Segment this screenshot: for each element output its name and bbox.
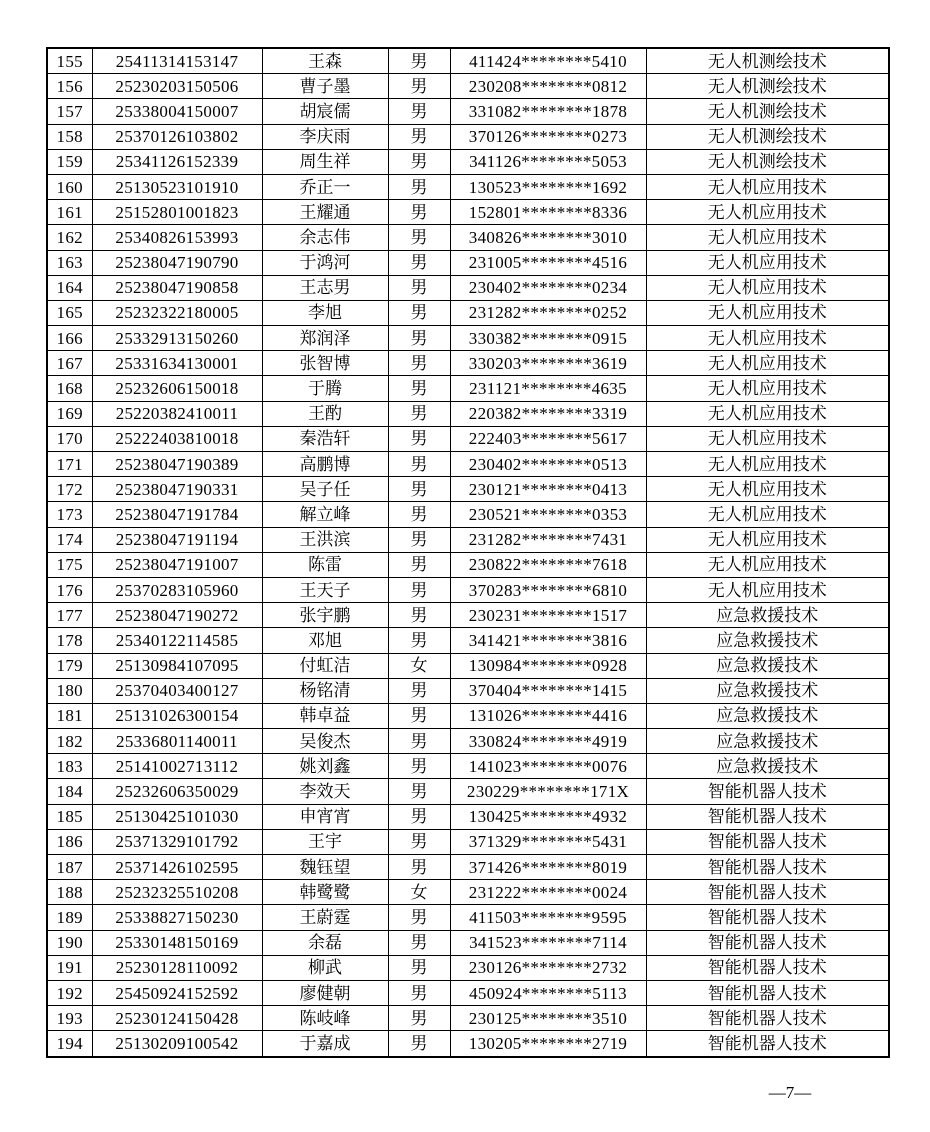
cell-major: 无人机应用技术 (646, 502, 889, 527)
cell-index: 157 (47, 99, 92, 124)
cell-registration-number: 25232322180005 (92, 300, 262, 325)
cell-registration-number: 25230124150428 (92, 1006, 262, 1031)
table-row (47, 905, 889, 930)
cell-major: 无人机应用技术 (646, 527, 889, 552)
table-row (47, 225, 889, 250)
table-row (47, 200, 889, 225)
cell-index: 190 (47, 930, 92, 955)
cell-index: 172 (47, 477, 92, 502)
cell-index: 170 (47, 426, 92, 451)
cell-registration-number: 25370283105960 (92, 577, 262, 602)
cell-registration-number: 25371426102595 (92, 855, 262, 880)
table-row (47, 99, 889, 124)
cell-major: 无人机测绘技术 (646, 99, 889, 124)
cell-registration-number: 25330148150169 (92, 930, 262, 955)
cell-registration-number: 25370126103802 (92, 124, 262, 149)
cell-major: 无人机应用技术 (646, 452, 889, 477)
cell-gender: 男 (388, 149, 450, 174)
cell-major: 智能机器人技术 (646, 855, 889, 880)
cell-gender: 男 (388, 401, 450, 426)
cell-major: 无人机测绘技术 (646, 74, 889, 99)
cell-gender: 男 (388, 502, 450, 527)
cell-registration-number: 25331634130001 (92, 351, 262, 376)
cell-index: 155 (47, 48, 92, 74)
table-row (47, 174, 889, 199)
cell-index: 173 (47, 502, 92, 527)
table-row (47, 401, 889, 426)
cell-name: 于嘉成 (262, 1031, 388, 1057)
table-row (47, 351, 889, 376)
cell-registration-number: 25131026300154 (92, 703, 262, 728)
cell-id-number-masked: 230521********0353 (450, 502, 646, 527)
table-row (47, 275, 889, 300)
cell-name: 高鹏博 (262, 452, 388, 477)
cell-id-number-masked: 341126********5053 (450, 149, 646, 174)
cell-gender: 男 (388, 1006, 450, 1031)
cell-gender: 男 (388, 855, 450, 880)
cell-gender: 男 (388, 552, 450, 577)
cell-registration-number: 25130523101910 (92, 174, 262, 199)
table-row (47, 703, 889, 728)
cell-id-number-masked: 341421********3816 (450, 628, 646, 653)
cell-index: 184 (47, 779, 92, 804)
table-row (47, 48, 889, 74)
cell-id-number-masked: 130523********1692 (450, 174, 646, 199)
cell-name: 解立峰 (262, 502, 388, 527)
cell-registration-number: 25130984107095 (92, 653, 262, 678)
cell-index: 175 (47, 552, 92, 577)
cell-id-number-masked: 231282********0252 (450, 300, 646, 325)
cell-major: 无人机测绘技术 (646, 149, 889, 174)
cell-index: 164 (47, 275, 92, 300)
cell-major: 智能机器人技术 (646, 980, 889, 1005)
cell-major: 无人机应用技术 (646, 401, 889, 426)
cell-registration-number: 25130209100542 (92, 1031, 262, 1057)
cell-major: 无人机应用技术 (646, 577, 889, 602)
cell-registration-number: 25450924152592 (92, 980, 262, 1005)
cell-registration-number: 25336801140011 (92, 729, 262, 754)
cell-index: 186 (47, 829, 92, 854)
cell-id-number-masked: 411424********5410 (450, 48, 646, 74)
cell-gender: 男 (388, 124, 450, 149)
cell-name: 王宇 (262, 829, 388, 854)
cell-name: 王志男 (262, 275, 388, 300)
cell-name: 陈雷 (262, 552, 388, 577)
cell-gender: 男 (388, 678, 450, 703)
table-row (47, 678, 889, 703)
cell-gender: 男 (388, 703, 450, 728)
cell-id-number-masked: 231222********0024 (450, 880, 646, 905)
cell-index: 166 (47, 326, 92, 351)
cell-gender: 男 (388, 829, 450, 854)
cell-name: 廖健朝 (262, 980, 388, 1005)
cell-registration-number: 25238047191007 (92, 552, 262, 577)
cell-name: 乔正一 (262, 174, 388, 199)
cell-registration-number: 25238047190331 (92, 477, 262, 502)
student-roster-body (47, 48, 889, 1057)
cell-gender: 男 (388, 527, 450, 552)
cell-major: 无人机应用技术 (646, 351, 889, 376)
cell-id-number-masked: 230121********0413 (450, 477, 646, 502)
cell-gender: 男 (388, 99, 450, 124)
cell-major: 应急救援技术 (646, 603, 889, 628)
cell-index: 165 (47, 300, 92, 325)
table-row (47, 74, 889, 99)
cell-major: 无人机应用技术 (646, 174, 889, 199)
cell-name: 王森 (262, 48, 388, 74)
cell-id-number-masked: 230126********2732 (450, 955, 646, 980)
table-row (47, 603, 889, 628)
table-row (47, 376, 889, 401)
cell-major: 应急救援技术 (646, 653, 889, 678)
cell-index: 183 (47, 754, 92, 779)
cell-major: 无人机应用技术 (646, 552, 889, 577)
cell-index: 158 (47, 124, 92, 149)
cell-name: 李庆雨 (262, 124, 388, 149)
cell-id-number-masked: 371329********5431 (450, 829, 646, 854)
cell-registration-number: 25338827150230 (92, 905, 262, 930)
student-roster-table (46, 47, 890, 1058)
cell-id-number-masked: 222403********5617 (450, 426, 646, 451)
table-row (47, 527, 889, 552)
table-row (47, 980, 889, 1005)
cell-index: 156 (47, 74, 92, 99)
cell-registration-number: 25238047191784 (92, 502, 262, 527)
cell-gender: 男 (388, 729, 450, 754)
cell-registration-number: 25371329101792 (92, 829, 262, 854)
cell-id-number-masked: 370283********6810 (450, 577, 646, 602)
table-row (47, 149, 889, 174)
table-row (47, 729, 889, 754)
cell-gender: 男 (388, 300, 450, 325)
cell-id-number-masked: 230402********0234 (450, 275, 646, 300)
cell-gender: 男 (388, 48, 450, 74)
cell-name: 秦浩轩 (262, 426, 388, 451)
table-row (47, 452, 889, 477)
cell-index: 180 (47, 678, 92, 703)
cell-name: 李效天 (262, 779, 388, 804)
cell-registration-number: 25238047190272 (92, 603, 262, 628)
cell-major: 无人机测绘技术 (646, 48, 889, 74)
cell-major: 智能机器人技术 (646, 804, 889, 829)
cell-gender: 男 (388, 174, 450, 199)
table-row (47, 1006, 889, 1031)
table-row (47, 804, 889, 829)
cell-id-number-masked: 371426********8019 (450, 855, 646, 880)
cell-major: 无人机应用技术 (646, 376, 889, 401)
table-row (47, 653, 889, 678)
table-row (47, 477, 889, 502)
cell-major: 无人机应用技术 (646, 426, 889, 451)
cell-registration-number: 25152801001823 (92, 200, 262, 225)
cell-id-number-masked: 330203********3619 (450, 351, 646, 376)
table-row (47, 502, 889, 527)
cell-gender: 男 (388, 200, 450, 225)
cell-registration-number: 25232606350029 (92, 779, 262, 804)
cell-registration-number: 25340122114585 (92, 628, 262, 653)
table-row (47, 779, 889, 804)
cell-id-number-masked: 370404********1415 (450, 678, 646, 703)
cell-major: 智能机器人技术 (646, 955, 889, 980)
cell-index: 188 (47, 880, 92, 905)
cell-name: 陈岐峰 (262, 1006, 388, 1031)
cell-registration-number: 25332913150260 (92, 326, 262, 351)
cell-id-number-masked: 230402********0513 (450, 452, 646, 477)
cell-major: 应急救援技术 (646, 628, 889, 653)
cell-index: 178 (47, 628, 92, 653)
cell-name: 曹子墨 (262, 74, 388, 99)
cell-gender: 男 (388, 955, 450, 980)
cell-gender: 男 (388, 426, 450, 451)
cell-name: 周生祥 (262, 149, 388, 174)
table-row (47, 628, 889, 653)
cell-index: 187 (47, 855, 92, 880)
cell-name: 胡宸儒 (262, 99, 388, 124)
cell-major: 智能机器人技术 (646, 1031, 889, 1057)
cell-id-number-masked: 330382********0915 (450, 326, 646, 351)
cell-name: 于腾 (262, 376, 388, 401)
cell-index: 169 (47, 401, 92, 426)
cell-id-number-masked: 411503********9595 (450, 905, 646, 930)
cell-major: 智能机器人技术 (646, 1006, 889, 1031)
cell-major: 智能机器人技术 (646, 779, 889, 804)
cell-name: 王酌 (262, 401, 388, 426)
cell-major: 智能机器人技术 (646, 905, 889, 930)
cell-id-number-masked: 230822********7618 (450, 552, 646, 577)
cell-gender: 男 (388, 452, 450, 477)
cell-id-number-masked: 230231********1517 (450, 603, 646, 628)
cell-name: 张智博 (262, 351, 388, 376)
cell-registration-number: 25230203150506 (92, 74, 262, 99)
cell-registration-number: 25222403810018 (92, 426, 262, 451)
cell-name: 邓旭 (262, 628, 388, 653)
cell-id-number-masked: 131026********4416 (450, 703, 646, 728)
cell-index: 179 (47, 653, 92, 678)
cell-index: 185 (47, 804, 92, 829)
cell-id-number-masked: 340826********3010 (450, 225, 646, 250)
cell-index: 176 (47, 577, 92, 602)
cell-gender: 男 (388, 628, 450, 653)
cell-index: 181 (47, 703, 92, 728)
cell-id-number-masked: 231121********4635 (450, 376, 646, 401)
cell-registration-number: 25230128110092 (92, 955, 262, 980)
cell-name: 申宵宵 (262, 804, 388, 829)
cell-id-number-masked: 370126********0273 (450, 124, 646, 149)
cell-registration-number: 25232325510208 (92, 880, 262, 905)
cell-id-number-masked: 220382********3319 (450, 401, 646, 426)
table-row (47, 577, 889, 602)
cell-id-number-masked: 331082********1878 (450, 99, 646, 124)
cell-index: 191 (47, 955, 92, 980)
cell-gender: 男 (388, 1031, 450, 1057)
cell-index: 194 (47, 1031, 92, 1057)
cell-id-number-masked: 130984********0928 (450, 653, 646, 678)
cell-index: 160 (47, 174, 92, 199)
cell-name: 吴子任 (262, 477, 388, 502)
cell-name: 王天子 (262, 577, 388, 602)
cell-name: 韩卓益 (262, 703, 388, 728)
cell-registration-number: 25238047191194 (92, 527, 262, 552)
cell-id-number-masked: 231005********4516 (450, 250, 646, 275)
cell-name: 张宇鹏 (262, 603, 388, 628)
table-row (47, 300, 889, 325)
cell-id-number-masked: 231282********7431 (450, 527, 646, 552)
cell-id-number-masked: 152801********8336 (450, 200, 646, 225)
cell-id-number-masked: 230229********171X (450, 779, 646, 804)
cell-index: 162 (47, 225, 92, 250)
cell-name: 李旭 (262, 300, 388, 325)
cell-registration-number: 25141002713112 (92, 754, 262, 779)
cell-gender: 男 (388, 905, 450, 930)
cell-name: 杨铭清 (262, 678, 388, 703)
cell-name: 王蔚霆 (262, 905, 388, 930)
cell-name: 余志伟 (262, 225, 388, 250)
table-row (47, 754, 889, 779)
cell-gender: 男 (388, 754, 450, 779)
cell-gender: 女 (388, 880, 450, 905)
cell-gender: 男 (388, 351, 450, 376)
cell-registration-number: 25232606150018 (92, 376, 262, 401)
table-row (47, 250, 889, 275)
cell-registration-number: 25238047190389 (92, 452, 262, 477)
cell-major: 智能机器人技术 (646, 829, 889, 854)
cell-index: 174 (47, 527, 92, 552)
table-row (47, 426, 889, 451)
cell-index: 168 (47, 376, 92, 401)
cell-gender: 男 (388, 779, 450, 804)
cell-gender: 男 (388, 930, 450, 955)
cell-registration-number: 25411314153147 (92, 48, 262, 74)
cell-id-number-masked: 141023********0076 (450, 754, 646, 779)
cell-major: 应急救援技术 (646, 678, 889, 703)
cell-name: 余磊 (262, 930, 388, 955)
cell-index: 192 (47, 980, 92, 1005)
cell-index: 189 (47, 905, 92, 930)
cell-registration-number: 25238047190790 (92, 250, 262, 275)
cell-gender: 男 (388, 326, 450, 351)
cell-major: 无人机应用技术 (646, 326, 889, 351)
page-number: —7— (768, 1083, 812, 1102)
table-row (47, 326, 889, 351)
cell-major: 智能机器人技术 (646, 930, 889, 955)
table-row (47, 1031, 889, 1057)
cell-registration-number: 25130425101030 (92, 804, 262, 829)
cell-registration-number: 25370403400127 (92, 678, 262, 703)
cell-major: 无人机应用技术 (646, 275, 889, 300)
cell-gender: 男 (388, 804, 450, 829)
cell-index: 163 (47, 250, 92, 275)
cell-index: 193 (47, 1006, 92, 1031)
cell-index: 182 (47, 729, 92, 754)
cell-major: 应急救援技术 (646, 703, 889, 728)
cell-gender: 男 (388, 275, 450, 300)
table-row (47, 930, 889, 955)
table-row (47, 552, 889, 577)
cell-gender: 男 (388, 376, 450, 401)
cell-name: 吴俊杰 (262, 729, 388, 754)
cell-registration-number: 25220382410011 (92, 401, 262, 426)
cell-index: 161 (47, 200, 92, 225)
cell-gender: 男 (388, 577, 450, 602)
cell-id-number-masked: 341523********7114 (450, 930, 646, 955)
cell-id-number-masked: 130425********4932 (450, 804, 646, 829)
cell-major: 无人机应用技术 (646, 300, 889, 325)
cell-name: 王耀通 (262, 200, 388, 225)
cell-registration-number: 25338004150007 (92, 99, 262, 124)
cell-index: 177 (47, 603, 92, 628)
cell-name: 姚刘鑫 (262, 754, 388, 779)
cell-name: 郑润泽 (262, 326, 388, 351)
table-row (47, 880, 889, 905)
cell-index: 167 (47, 351, 92, 376)
cell-index: 159 (47, 149, 92, 174)
cell-gender: 男 (388, 980, 450, 1005)
table-row (47, 855, 889, 880)
cell-major: 无人机应用技术 (646, 477, 889, 502)
cell-registration-number: 25341126152339 (92, 149, 262, 174)
cell-name: 韩鹭鹭 (262, 880, 388, 905)
cell-name: 王洪滨 (262, 527, 388, 552)
cell-id-number-masked: 450924********5113 (450, 980, 646, 1005)
cell-major: 无人机测绘技术 (646, 124, 889, 149)
cell-major: 应急救援技术 (646, 729, 889, 754)
cell-registration-number: 25238047190858 (92, 275, 262, 300)
cell-gender: 男 (388, 74, 450, 99)
cell-gender: 男 (388, 603, 450, 628)
cell-gender: 男 (388, 250, 450, 275)
cell-index: 171 (47, 452, 92, 477)
cell-id-number-masked: 330824********4919 (450, 729, 646, 754)
cell-id-number-masked: 230208********0812 (450, 74, 646, 99)
table-row (47, 955, 889, 980)
cell-registration-number: 25340826153993 (92, 225, 262, 250)
cell-gender: 男 (388, 225, 450, 250)
cell-major: 无人机应用技术 (646, 200, 889, 225)
cell-name: 于鸿河 (262, 250, 388, 275)
cell-name: 柳武 (262, 955, 388, 980)
cell-id-number-masked: 230125********3510 (450, 1006, 646, 1031)
cell-id-number-masked: 130205********2719 (450, 1031, 646, 1057)
cell-name: 付虹洁 (262, 653, 388, 678)
cell-major: 智能机器人技术 (646, 880, 889, 905)
cell-gender: 男 (388, 477, 450, 502)
cell-name: 魏钰望 (262, 855, 388, 880)
table-row (47, 829, 889, 854)
cell-major: 应急救援技术 (646, 754, 889, 779)
cell-major: 无人机应用技术 (646, 250, 889, 275)
cell-major: 无人机应用技术 (646, 225, 889, 250)
table-row (47, 124, 889, 149)
cell-gender: 女 (388, 653, 450, 678)
